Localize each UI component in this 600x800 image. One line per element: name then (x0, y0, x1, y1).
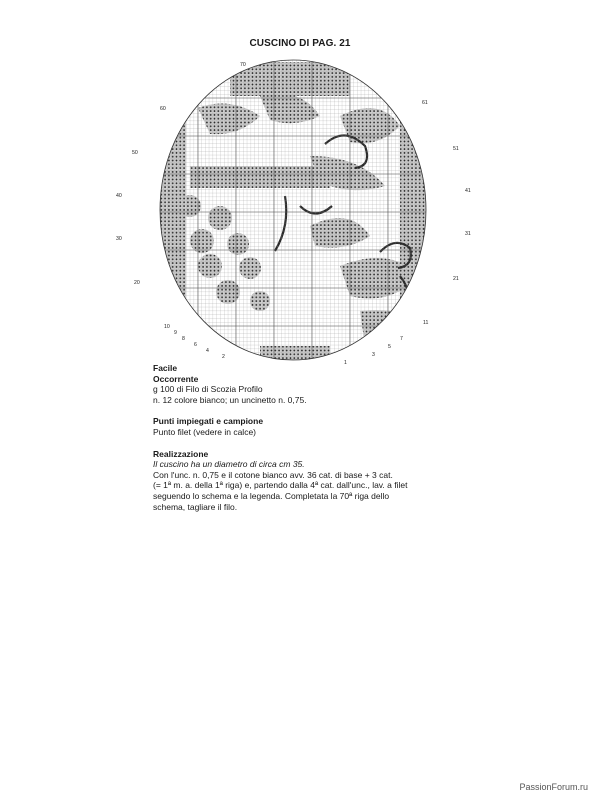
row-label: 8 (182, 336, 185, 342)
row-label: 10 (164, 324, 170, 330)
instructions (153, 363, 453, 512)
page-title: CUSCINO DI PAG. 21 (249, 38, 351, 49)
row-label: 3 (372, 352, 375, 358)
row-label: 20 (134, 280, 140, 286)
row-label: 50 (132, 150, 138, 156)
instructions-line: schema, tagliare il filo. (153, 501, 238, 512)
watermark: PassionForum.ru (519, 782, 588, 792)
row-label: 11 (423, 320, 429, 326)
row-label: 1 (344, 360, 347, 366)
difficulty-level: Facile (153, 363, 178, 373)
chart-body (150, 56, 440, 372)
row-label: 6 (194, 342, 197, 348)
instructions-intro: Il cuscino ha un diametro di circa cm 35. (153, 459, 305, 470)
stitches-text: Punto filet (vedere in calce) (153, 426, 256, 437)
row-label: 60 (160, 106, 166, 112)
row-label: 4 (206, 348, 209, 354)
stitches-heading: Punti impiegati e campione (153, 416, 264, 427)
row-label: 41 (465, 188, 471, 194)
row-label: 21 (453, 276, 459, 282)
instructions-heading: Realizzazione (153, 448, 209, 459)
row-label: 61 (422, 100, 428, 106)
row-label: 40 (116, 193, 122, 199)
instructions-line: (= 1ª m. a. della 1ª riga) e, partendo dalla 4ª cat. dall'unc., lav. a filet (153, 480, 408, 491)
row-label: 51 (453, 146, 459, 152)
materials-line: g 100 di Filo di Scozia Profilo (153, 384, 263, 395)
row-label: 2 (222, 354, 225, 360)
instructions-line: seguendo lo schema e la legenda. Completata la 70ª riga dello (153, 490, 390, 501)
row-label: 31 (465, 231, 471, 237)
instructions-line: Con l'unc. n. 0,75 e il cotone bianco avv. 36 cat. di base + 3 cat. (153, 469, 393, 480)
row-label: 9 (174, 330, 177, 336)
row-label: 30 (116, 236, 122, 242)
row-label: 5 (388, 344, 391, 350)
materials-heading: Occorrente (153, 373, 199, 384)
row-label: 7 (400, 336, 403, 342)
materials-line: n. 12 colore bianco; un uncinetto n. 0,75. (153, 394, 307, 405)
filet-chart (110, 56, 470, 372)
row-label: 70 (240, 62, 246, 68)
